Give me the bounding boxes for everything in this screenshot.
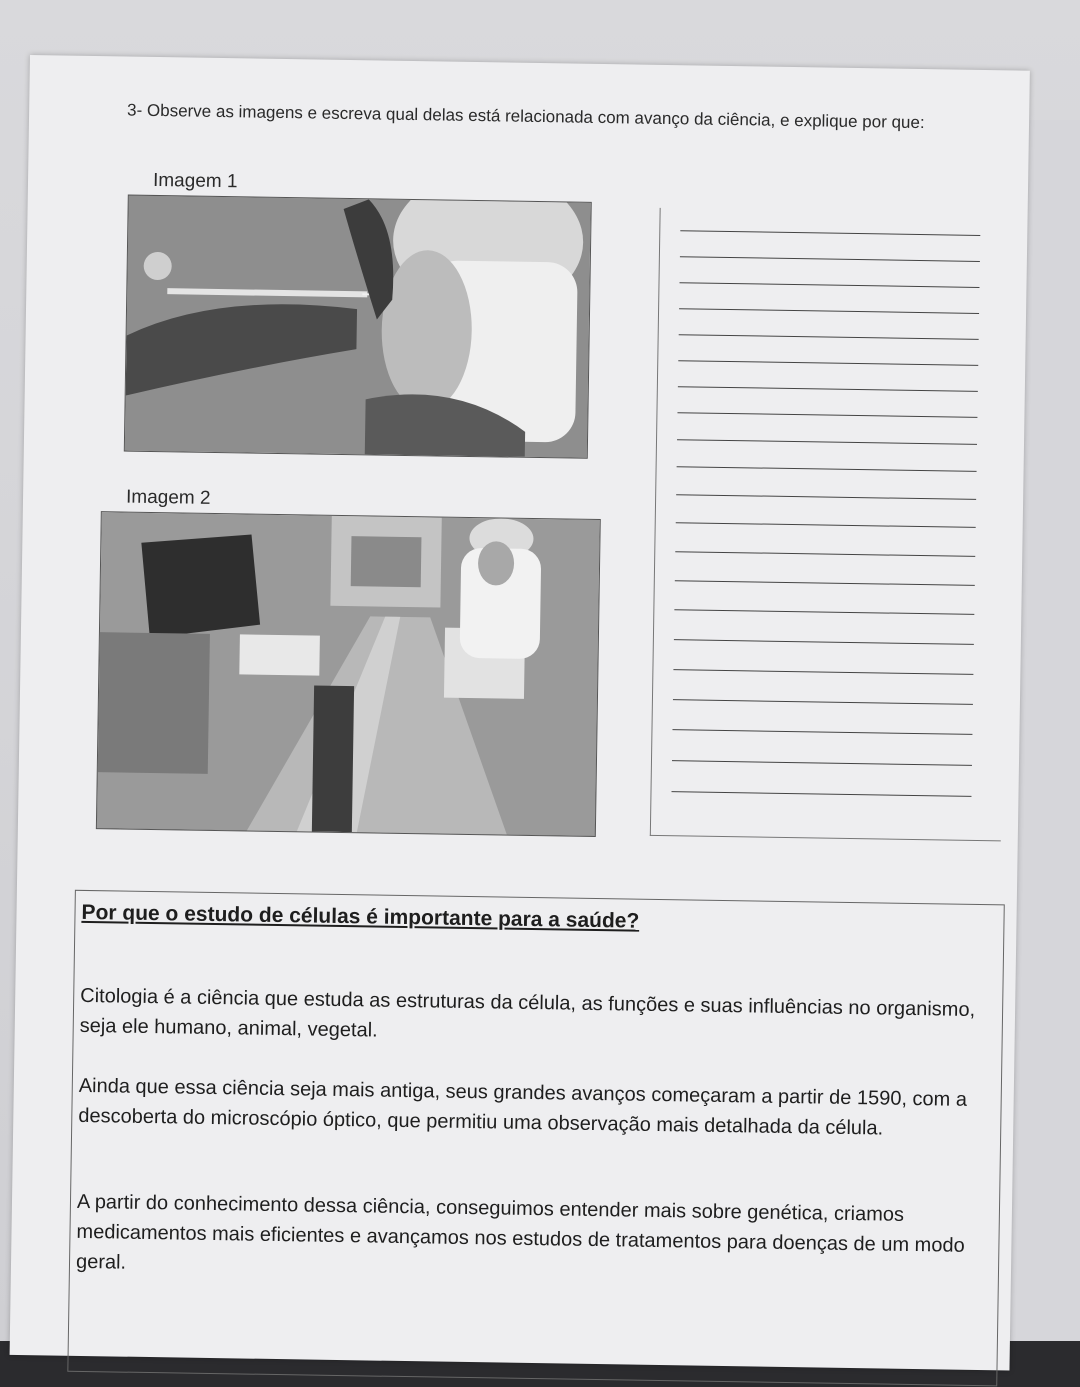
answer-line <box>679 334 979 340</box>
answer-line <box>677 412 977 418</box>
image-1-vaccination-photo <box>124 195 592 459</box>
image-1-label: Imagem 1 <box>152 169 238 193</box>
reading-paragraph-1: Citologia é a ciência que estuda as estruturas da célula, as funções e suas influências no organismo, seja ele humano, animal, vegetal. <box>79 984 976 1042</box>
reading-title: Por que o estudo de células é importante para a saúde? <box>81 900 640 933</box>
answer-line <box>674 639 974 645</box>
reading-paragraph-3: A partir do conhecimento dessa ciência, conseguimos entender mais sobre genética, criamos medicamentos mais eficientes e avançamos nos estudos de tratamentos para doenças de um modo geral. <box>75 1190 965 1274</box>
question-text: 3- Observe as imagens e escreva qual delas está relacionada com avanço da ciência, e explique por que: <box>126 100 925 133</box>
answer-line <box>674 609 974 615</box>
answer-line <box>673 699 973 705</box>
answer-line <box>676 494 976 500</box>
answer-line <box>672 760 972 766</box>
answer-line <box>672 729 972 735</box>
answer-line <box>675 580 975 586</box>
answer-line <box>678 386 978 392</box>
answer-line <box>678 360 978 366</box>
answer-line <box>675 551 975 557</box>
answer-line <box>680 256 980 262</box>
answer-lines-box[interactable] <box>650 208 1011 841</box>
answer-line <box>679 308 979 314</box>
answer-line <box>673 669 973 675</box>
image-2-factory-photo <box>96 511 601 837</box>
worksheet-page <box>10 55 1030 1371</box>
answer-line <box>677 466 977 472</box>
image-2-label: Imagem 2 <box>125 486 211 509</box>
vaccination-illustration <box>125 196 591 458</box>
answer-line <box>680 230 980 236</box>
answer-line <box>676 522 976 528</box>
reading-paragraph-2: Ainda que essa ciência seja mais antiga, seus grandes avanços começaram a partir de 1590, com a descoberta do microscópio óptico, que permitiu uma observação mais detalhada da célula. <box>78 1074 968 1140</box>
answer-line <box>672 791 972 797</box>
reading-text-box <box>67 890 1004 1387</box>
answer-line <box>677 439 977 445</box>
answer-line <box>679 282 979 288</box>
pharma-production-illustration <box>97 512 600 836</box>
